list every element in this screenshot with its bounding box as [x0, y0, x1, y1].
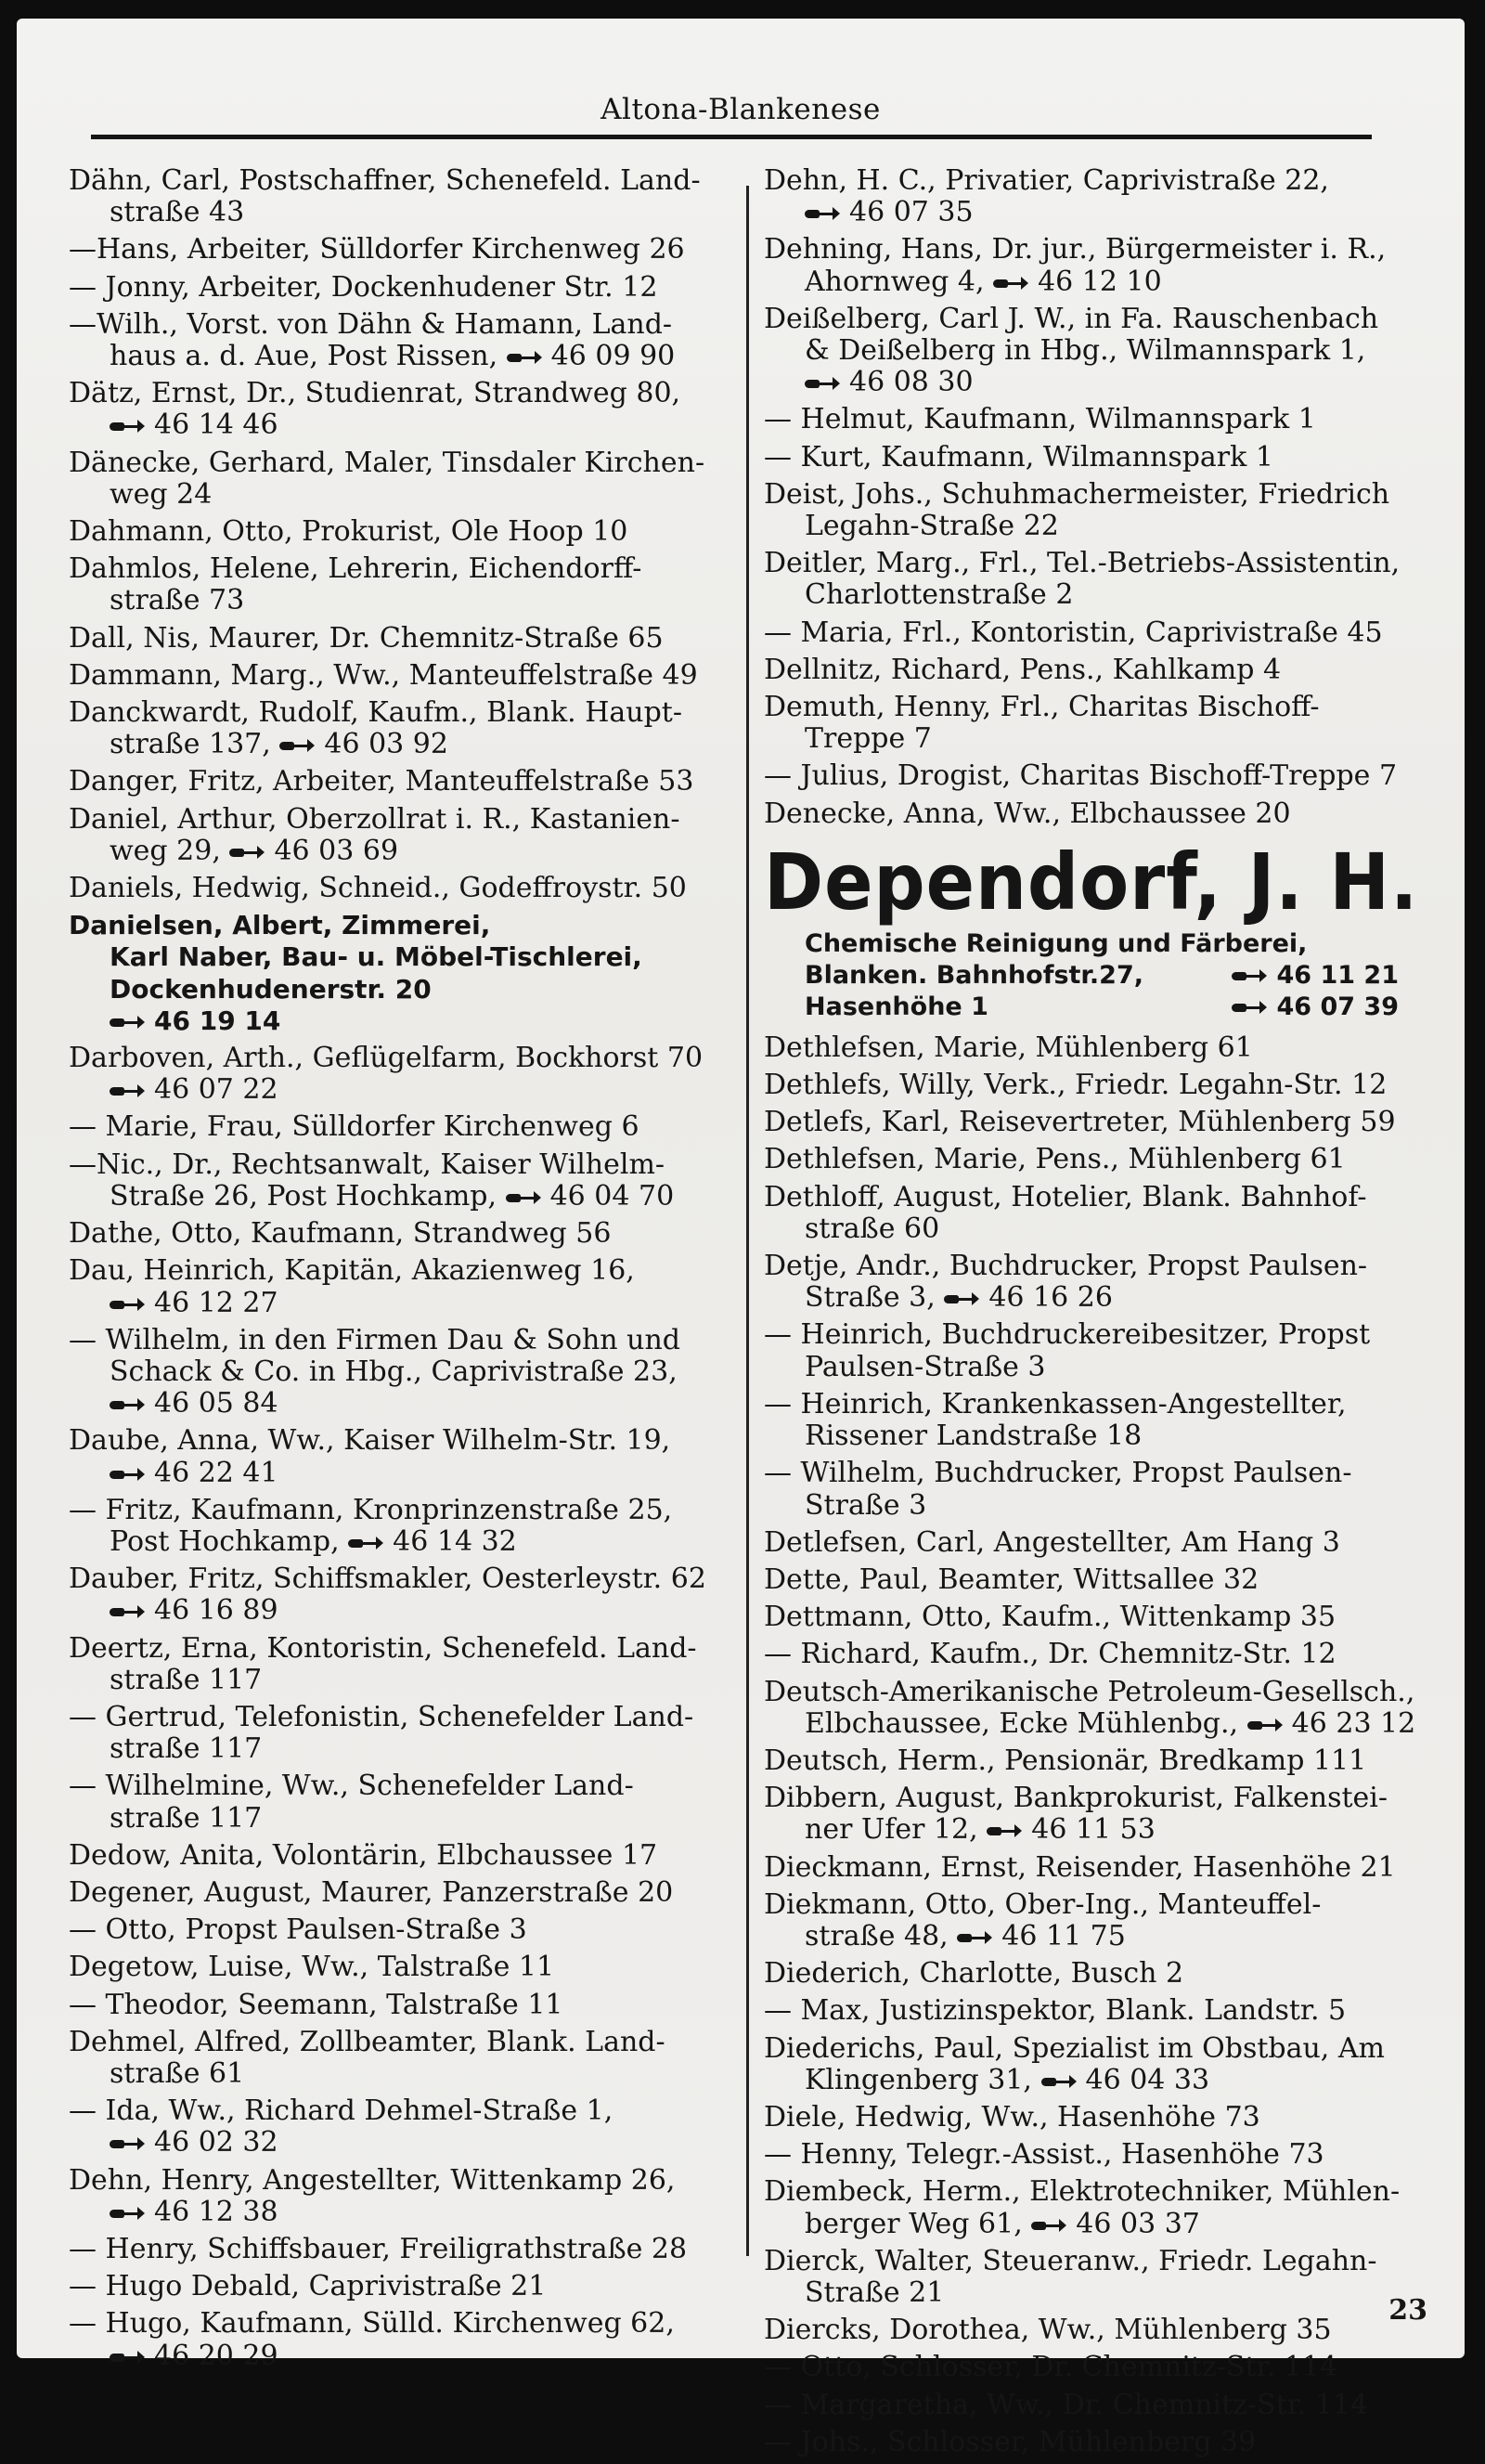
- entry-phone-line: [69, 2127, 737, 2159]
- entry-line: Deißelberg, Carl J. W., in Fa. Rauschenbach: [764, 302, 1379, 335]
- telephone-icon: [1247, 1718, 1285, 1732]
- entry-line: — Johs., Schlosser, Mühlenberg 39: [764, 2425, 1257, 2458]
- entry-line: Degener, August, Maurer, Panzerstraße 20: [69, 1875, 674, 1909]
- entry-line: Detlefs, Karl, Reisevertreter, Mühlenberg 59: [764, 1106, 1396, 1139]
- entry-line: Dänecke, Gerhard, Maler, Tinsdaler Kirchen-: [69, 446, 705, 479]
- entry-phone-line: [69, 1388, 737, 1420]
- entry-line: Dettmann, Otto, Kaufm., Wittenkamp 35: [764, 1601, 1336, 1634]
- entry-line: Danger, Fritz, Arbeiter, Manteuffelstraße 53: [69, 765, 694, 798]
- entry-line: Dau, Heinrich, Kapitän, Akazienweg 16,: [69, 1254, 635, 1288]
- directory-entry: [69, 697, 737, 760]
- phone-number: 46 12 27: [154, 1286, 278, 1319]
- directory-entry: [764, 2176, 1441, 2239]
- entry-line: — Maria, Frl., Kontoristin, Caprivistraße 45: [764, 616, 1383, 649]
- directory-entry: [69, 1111, 737, 1143]
- directory-entry: [764, 1527, 1441, 1559]
- entry-phone-line: [69, 2341, 737, 2372]
- entry-phone-line: [69, 1005, 737, 1037]
- directory-entry: [69, 1914, 737, 1946]
- directory-entry: [69, 1702, 737, 1765]
- entry-line: Denecke, Anna, Ww., Elbchaussee 20: [764, 797, 1291, 830]
- directory-entry: [764, 1144, 1441, 1175]
- entry-line: weg 24: [110, 477, 213, 511]
- phone-number: 46 11 53: [1031, 1813, 1156, 1847]
- entry-line-text: berger Weg 61,: [805, 2207, 1023, 2240]
- phone-number: 46 04 33: [1085, 2063, 1210, 2096]
- entry-line: — Henry, Schiffsbauer, Freiligrathstraße 28: [69, 2232, 688, 2265]
- entry-line: — Gertrud, Telefonistin, Schenefelder Land-: [69, 1700, 694, 1733]
- telephone-icon: [110, 2206, 147, 2221]
- phone-number: 46 08 30: [849, 366, 974, 399]
- directory-entry: [764, 1677, 1441, 1740]
- directory-entry: [764, 1783, 1441, 1846]
- phone-number: 46 14 32: [393, 1524, 517, 1558]
- entry-line: Daniels, Hedwig, Schneid., Godeffroystr. 50: [69, 872, 687, 905]
- directory-entry: [69, 1840, 737, 1872]
- ad-phone-1: [1232, 960, 1399, 992]
- entry-line: Dethlefs, Willy, Verk., Friedr. Legahn-Str. 12: [764, 1069, 1388, 1102]
- directory-entry: [69, 1633, 737, 1696]
- entry-line: Dathe, Otto, Kaufmann, Strandweg 56: [69, 1217, 612, 1251]
- entry-line: — Max, Justizinspektor, Blank. Landstr. 5: [764, 1994, 1347, 2028]
- entry-line: Deertz, Erna, Kontoristin, Schenefeld. Land-: [69, 1631, 697, 1665]
- page-number: 23: [1388, 2294, 1427, 2327]
- entry-line: [69, 836, 737, 867]
- directory-entry: [69, 1495, 737, 1558]
- entry-line: Daube, Anna, Ww., Kaiser Wilhelm-Str. 19,: [69, 1424, 671, 1458]
- phone-number: 46 14 46: [154, 409, 278, 442]
- entry-line: Legahn-Straße 22: [805, 510, 1059, 543]
- entry-line: — Wilhelm, Buchdrucker, Propst Paulsen-: [764, 1457, 1352, 1490]
- entry-line: Straße 3: [805, 1488, 927, 1522]
- entry-line: Danielsen, Albert, Zimmerei,: [69, 910, 491, 941]
- entry-line: — Ida, Ww., Richard Dehmel-Straße 1,: [69, 2094, 613, 2128]
- ad-address-1: Blanken. Bahnhofstr.27,: [805, 960, 1143, 990]
- entry-line: Degetow, Luise, Ww., Talstraße 11: [69, 1951, 555, 1984]
- directory-entry: [69, 1325, 737, 1420]
- directory-entry: [764, 798, 1441, 830]
- directory-entry: [764, 1070, 1441, 1101]
- entry-line-text: Ahornweg 4,: [805, 265, 985, 298]
- directory-entry: [764, 234, 1441, 297]
- phone-number: 46 02 32: [154, 2126, 278, 2159]
- right-column-top: [764, 165, 1441, 830]
- directory-entry: [764, 1251, 1441, 1314]
- entry-line: straße 61: [110, 2056, 245, 2090]
- directory-entry: [69, 1255, 737, 1318]
- ad-phone-2: [1232, 992, 1399, 1023]
- directory-entry: [69, 804, 737, 867]
- entry-line: Deitler, Marg., Frl., Tel.-Betriebs-Assistentin,: [764, 547, 1401, 580]
- entry-line: Dethloff, August, Hotelier, Blank. Bahnhof-: [764, 1180, 1367, 1213]
- ad-phone-2-number: 46 07 39: [1276, 992, 1399, 1021]
- telephone-icon: [229, 845, 266, 860]
- entry-line: — Julius, Drogist, Charitas Bischoff-Treppe 7: [764, 759, 1398, 793]
- directory-entry: [764, 692, 1441, 755]
- directory-entry: [69, 2308, 737, 2371]
- entry-line: Detje, Andr., Buchdrucker, Propst Paulsen-: [764, 1250, 1368, 1283]
- entry-line-text: straße 48,: [805, 1919, 949, 1952]
- entry-line-text: Straße 26, Post Hochkamp,: [110, 1179, 497, 1213]
- directory-entry: [69, 2027, 737, 2090]
- entry-line: — Hugo Debald, Caprivistraße 21: [69, 2270, 547, 2303]
- telephone-icon: [957, 1930, 994, 1945]
- entry-line: Dieckmann, Ernst, Reisender, Hasenhöhe 21: [764, 1850, 1396, 1884]
- phone-number: 46 19 14: [154, 1005, 281, 1036]
- entry-line: straße 117: [110, 1801, 263, 1835]
- entry-line: Dahmlos, Helene, Lehrerin, Eichendorff-: [69, 552, 642, 586]
- entry-line: Dierck, Walter, Steueranw., Friedr. Legahn-: [764, 2244, 1377, 2277]
- telephone-icon: [1232, 1000, 1269, 1015]
- entry-phone-line: [69, 1458, 737, 1489]
- entry-line: Dethlefsen, Marie, Pens., Mühlenberg 61: [764, 1143, 1346, 1176]
- directory-entry: [764, 1639, 1441, 1670]
- entry-line: Dedow, Anita, Volontärin, Elbchaussee 17: [69, 1838, 658, 1872]
- entry-phone-line: [764, 197, 1441, 228]
- phone-number: 46 09 90: [550, 340, 676, 373]
- telephone-icon: [110, 1015, 147, 1030]
- directory-entry: [764, 304, 1441, 399]
- entry-line: — Otto, Propst Paulsen-Straße 3: [69, 1913, 527, 1947]
- entry-line-text: ner Ufer 12,: [805, 1813, 978, 1847]
- phone-number: 46 07 35: [849, 196, 974, 229]
- telephone-icon: [110, 1604, 147, 1619]
- entry-line: Darboven, Arth., Geflügelfarm, Bockhorst 70: [69, 1042, 704, 1075]
- entry-line: Deutsch, Herm., Pensionär, Bredkamp 111: [764, 1744, 1367, 1777]
- phone-number: 46 22 41: [154, 1456, 278, 1489]
- entry-line: — Margaretha, Ww., Dr. Chemnitz-Str. 114: [764, 2388, 1369, 2421]
- ad-address-line-2: [764, 992, 1399, 1023]
- header-rule: [91, 135, 1372, 139]
- directory-entry: [764, 1889, 1441, 1952]
- entry-line: — Helmut, Kaufmann, Wilmannspark 1: [764, 403, 1316, 436]
- telephone-icon: [987, 1823, 1024, 1838]
- directory-entry: [69, 1990, 737, 2021]
- directory-entry: [764, 1458, 1441, 1521]
- entry-phone-line: [69, 1288, 737, 1319]
- entry-line-text: straße 137,: [110, 728, 271, 761]
- entry-line: Dockenhudenerstr. 20: [110, 973, 432, 1005]
- entry-line: Detlefsen, Carl, Angestellter, Am Hang 3: [764, 1525, 1340, 1559]
- directory-entry: [764, 760, 1441, 792]
- directory-entry: [764, 617, 1441, 649]
- telephone-icon: [805, 206, 842, 221]
- entry-line: Diekmann, Otto, Ober-Ing., Manteuffel-: [764, 1887, 1322, 1921]
- entry-line: —Nic., Dr., Rechtsanwalt, Kaiser Wilhelm-: [69, 1148, 665, 1181]
- entry-line: Rissener Landstraße 18: [805, 1420, 1143, 1453]
- directory-entry: [764, 1852, 1441, 1884]
- entry-line: [764, 2065, 1441, 2096]
- entry-line: Dähn, Carl, Postschaffner, Schenefeld. Land-: [69, 164, 701, 197]
- directory-entry: [69, 1770, 737, 1834]
- entry-line: Dethlefsen, Marie, Mühlenberg 61: [764, 1031, 1253, 1064]
- phone-number: 46 16 89: [154, 1594, 278, 1628]
- phone-number: 46 04 70: [549, 1179, 675, 1213]
- entry-line: Dall, Nis, Maurer, Dr. Chemnitz-Straße 65: [69, 621, 664, 655]
- directory-entry: [764, 2315, 1441, 2346]
- directory-entry: [69, 2095, 737, 2159]
- directory-entry: [69, 447, 737, 511]
- entry-line: Deist, Johs., Schuhmachermeister, Friedrich: [764, 477, 1390, 511]
- directory-entry: [764, 2390, 1441, 2421]
- directory-entry: [764, 1602, 1441, 1633]
- entry-line-text: Klingenberg 31,: [805, 2063, 1032, 2096]
- entry-line: Dehn, Henry, Angestellter, Wittenkamp 26,: [69, 2163, 676, 2197]
- telephone-icon: [805, 376, 842, 391]
- directory-entry: [69, 516, 737, 548]
- page-header: Altona-Blankenese: [600, 93, 881, 126]
- directory-entry: [69, 1563, 737, 1627]
- telephone-icon: [110, 2350, 147, 2365]
- entry-line: Dahmann, Otto, Prokurist, Ole Hoop 10: [69, 515, 628, 549]
- entry-line: Dellnitz, Richard, Pens., Kahlkamp 4: [764, 653, 1282, 686]
- directory-entry: [69, 378, 737, 441]
- directory-entry: [764, 548, 1441, 611]
- directory-entry: [764, 165, 1441, 228]
- entry-line: [764, 1814, 1441, 1846]
- telephone-icon: [1232, 968, 1269, 983]
- entry-line-text: Elbchaussee, Ecke Mühlenbg.,: [805, 1706, 1239, 1740]
- telephone-icon: [110, 1297, 147, 1312]
- telephone-icon: [110, 1467, 147, 1482]
- directory-entry: [764, 1995, 1441, 2027]
- directory-entry: [764, 1107, 1441, 1138]
- entry-line: straße 43: [110, 196, 245, 229]
- entry-line: straße 60: [805, 1212, 940, 1245]
- directory-entry: [764, 404, 1441, 435]
- phone-number: 46 07 22: [154, 1073, 278, 1107]
- directory-entry: [69, 766, 737, 798]
- entry-line: Karl Naber, Bau- u. Möbel-Tischlerei,: [110, 941, 642, 973]
- entry-line: Straße 21: [805, 2276, 945, 2309]
- entry-line: Demuth, Henny, Frl., Charitas Bischoff-: [764, 691, 1320, 724]
- entry-line: [69, 341, 737, 372]
- directory-entry: [69, 1043, 737, 1106]
- entry-line: Charlottenstraße 2: [805, 578, 1074, 612]
- directory-entry: [764, 1182, 1441, 1245]
- phone-number: 46 16 26: [988, 1281, 1113, 1315]
- entry-line: — Richard, Kaufm., Dr. Chemnitz-Str. 12: [764, 1638, 1336, 1671]
- ad-phone-1-number: 46 11 21: [1276, 960, 1399, 990]
- directory-entry: [69, 1425, 737, 1488]
- entry-line: [764, 266, 1441, 298]
- entry-line: — Heinrich, Buchdruckereibesitzer, Propst: [764, 1318, 1371, 1352]
- entry-line: — Fritz, Kaufmann, Kronprinzenstraße 25,: [69, 1493, 673, 1526]
- telephone-icon: [348, 1536, 385, 1550]
- directory-entry: [69, 165, 737, 228]
- phone-number: 46 03 69: [274, 834, 399, 867]
- directory-entry: [764, 655, 1441, 686]
- entry-line: Diele, Hedwig, Ww., Hasenhöhe 73: [764, 2100, 1260, 2133]
- directory-entry: [69, 873, 737, 904]
- entry-line: straße 117: [110, 1663, 263, 1696]
- entry-line: Dehning, Hans, Dr. jur., Bürgermeister i. R.,: [764, 233, 1387, 266]
- ad-title: Dependorf, J. H.: [764, 836, 1419, 927]
- entry-line: Paulsen-Straße 3: [805, 1350, 1046, 1383]
- entry-line: Dammann, Marg., Ww., Manteuffelstraße 49: [69, 658, 698, 692]
- ad-address-2: Hasenhöhe 1: [805, 992, 988, 1021]
- entry-line: Schack & Co. in Hbg., Caprivistraße 23,: [110, 1355, 678, 1388]
- phone-number: 46 12 38: [154, 2195, 278, 2228]
- directory-entry: [69, 2234, 737, 2265]
- telephone-icon: [110, 1083, 147, 1098]
- entry-line-text: haus a. d. Aue, Post Rissen,: [110, 340, 498, 373]
- directory-entry: [69, 234, 737, 266]
- right-column: [764, 165, 1441, 2464]
- directory-entry: [69, 272, 737, 304]
- entry-phone-line: [69, 1595, 737, 1627]
- directory-entry: [764, 2427, 1441, 2458]
- right-column-bottom: [764, 1032, 1441, 2458]
- entry-line: —Hans, Arbeiter, Sülldorfer Kirchenweg 26: [69, 233, 685, 266]
- entry-line: [69, 1526, 737, 1558]
- telephone-icon: [110, 1397, 147, 1412]
- directory-entry: [764, 2352, 1441, 2383]
- entry-line: Danckwardt, Rudolf, Kaufm., Blank. Haupt-: [69, 696, 682, 730]
- entry-line: straße 117: [110, 1732, 263, 1766]
- entry-line: Diercks, Dorothea, Ww., Mühlenberg 35: [764, 2314, 1332, 2347]
- entry-line: [764, 1282, 1441, 1314]
- entry-line: — Marie, Frau, Sülldorfer Kirchenweg 6: [69, 1110, 639, 1144]
- directory-entry: [764, 1564, 1441, 1596]
- telephone-icon: [279, 738, 316, 753]
- entry-line: Dehn, H. C., Privatier, Caprivistraße 22,: [764, 164, 1329, 197]
- directory-entry: [764, 2102, 1441, 2133]
- directory-entry: [69, 2165, 737, 2228]
- entry-line-text: Post Hochkamp,: [110, 1524, 340, 1558]
- directory-entry: [764, 1389, 1441, 1452]
- directory-entry: [764, 2246, 1441, 2309]
- entry-line: Dibbern, August, Bankprokurist, Falkenstei-: [764, 1782, 1388, 1815]
- entry-line: — Henny, Telegr.-Assist., Hasenhöhe 73: [764, 2138, 1324, 2172]
- directory-entry: [69, 309, 737, 372]
- telephone-icon: [110, 419, 147, 434]
- directory-entry: [69, 910, 737, 1037]
- entry-line: Treppe 7: [805, 722, 932, 756]
- directory-entry: [764, 1958, 1441, 1990]
- entry-line: [764, 1708, 1441, 1740]
- column-divider: [746, 186, 749, 2256]
- entry-line-text: Straße 3,: [805, 1281, 936, 1315]
- directory-entry: [764, 2139, 1441, 2171]
- phone-number: 46 05 84: [154, 1387, 278, 1420]
- entry-line: [764, 2209, 1441, 2240]
- phone-number: 46 20 29: [154, 2339, 278, 2372]
- ad-address-line-1: [764, 960, 1399, 992]
- telephone-icon: [993, 276, 1030, 291]
- entry-phone-line: [764, 367, 1441, 398]
- entry-line: Dauber, Fritz, Schiffsmakler, Oesterleystr. 62: [69, 1563, 706, 1596]
- telephone-icon: [506, 1190, 543, 1205]
- ad-business-line: Chemische Reinigung und Färberei,: [805, 928, 1308, 958]
- dependorf-advertisement: [764, 836, 1441, 1023]
- entry-line: — Hugo, Kaufmann, Sülld. Kirchenweg 62,: [69, 2307, 675, 2341]
- directory-entry: [764, 479, 1441, 542]
- phone-number: 46 03 37: [1076, 2207, 1200, 2240]
- entry-phone-line: [69, 2197, 737, 2228]
- directory-entry: [69, 553, 737, 616]
- entry-phone-line: [69, 409, 737, 441]
- left-column: [69, 165, 737, 2378]
- entry-line: straße 73: [110, 584, 245, 617]
- entry-line: Dehmel, Alfred, Zollbeamter, Blank. Land-: [69, 2025, 665, 2058]
- telephone-icon: [507, 350, 544, 365]
- entry-line: & Deißelberg in Hbg., Wilmannspark 1,: [805, 334, 1366, 368]
- entry-line-text: weg 29,: [110, 834, 221, 867]
- telephone-icon: [1031, 2218, 1068, 2233]
- entry-line: [69, 1181, 737, 1213]
- directory-entry: [69, 1218, 737, 1250]
- entry-line: Deutsch-Amerikanische Petroleum-Gesellsch.,: [764, 1675, 1415, 1708]
- entry-line: — Otto, Schlosser, Dr. Chemnitz-Str. 114: [764, 2351, 1337, 2384]
- telephone-icon: [110, 2136, 147, 2151]
- entry-line: — Heinrich, Krankenkassen-Angestellter,: [764, 1387, 1347, 1420]
- entry-line: — Kurt, Kaufmann, Wilmannspark 1: [764, 440, 1273, 473]
- directory-entry: [764, 1745, 1441, 1777]
- directory-entry: [69, 1952, 737, 1983]
- entry-line: [69, 729, 737, 760]
- phone-number: 46 23 12: [1291, 1706, 1416, 1740]
- phone-number: 46 03 92: [324, 728, 448, 761]
- directory-entry: [764, 1319, 1441, 1382]
- directory-entry: [69, 623, 737, 655]
- directory-entry: [69, 1877, 737, 1909]
- entry-line: — Jonny, Arbeiter, Dockenhudener Str. 12: [69, 270, 658, 304]
- entry-line: — Theodor, Seemann, Talstraße 11: [69, 1988, 563, 2021]
- directory-entry: [764, 442, 1441, 473]
- entry-line: Diederichs, Paul, Spezialist im Obstbau, Am: [764, 2031, 1385, 2065]
- entry-line: Diembeck, Herm., Elektrotechniker, Mühlen-: [764, 2175, 1401, 2209]
- directory-page: [17, 19, 1465, 2458]
- directory-entry: [69, 660, 737, 692]
- entry-line: — Wilhelm, in den Firmen Dau & Sohn und: [69, 1323, 680, 1356]
- entry-line: [764, 1921, 1441, 1952]
- entry-line: — Wilhelmine, Ww., Schenefelder Land-: [69, 1770, 634, 1803]
- telephone-icon: [944, 1291, 981, 1306]
- entry-line: —Wilh., Vorst. von Dähn & Hamann, Land-: [69, 307, 673, 341]
- telephone-icon: [1041, 2074, 1078, 2089]
- entry-line: Daniel, Arthur, Oberzollrat i. R., Kastanien-: [69, 802, 680, 836]
- directory-entry: [764, 2033, 1441, 2096]
- phone-number: 46 12 10: [1038, 265, 1162, 298]
- entry-line: Dätz, Ernst, Dr., Studienrat, Strandweg 80,: [69, 377, 681, 410]
- directory-entry: [69, 2271, 737, 2302]
- directory-entry: [69, 1149, 737, 1213]
- entry-phone-line: [69, 1074, 737, 1106]
- entry-line: Diederich, Charlotte, Busch 2: [764, 1957, 1184, 1991]
- phone-number: 46 11 75: [1001, 1919, 1126, 1952]
- entry-line: Dette, Paul, Beamter, Wittsallee 32: [764, 1563, 1259, 1596]
- directory-entry: [764, 1032, 1441, 1064]
